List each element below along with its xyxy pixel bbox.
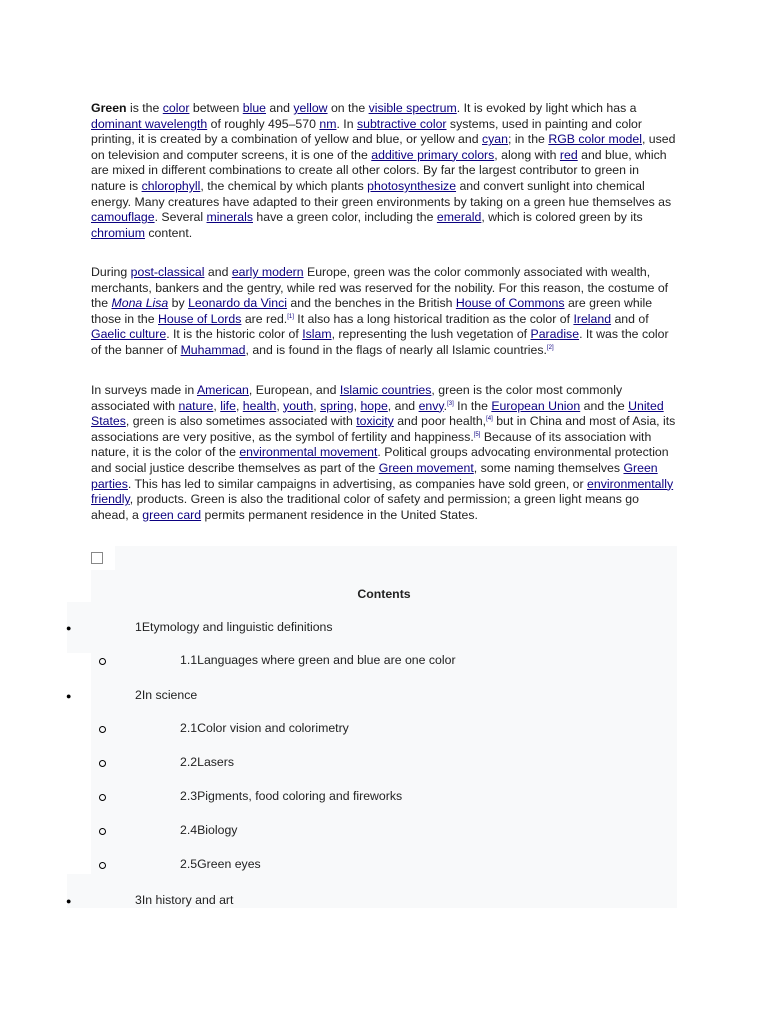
toc-label: Biology [197, 823, 238, 837]
link-american[interactable]: American [196, 383, 249, 397]
link-red[interactable]: red [559, 147, 578, 162]
link-visible-spectrum[interactable]: visible spectrum [368, 101, 457, 115]
text: , and [387, 398, 419, 413]
link-life[interactable]: life [220, 398, 236, 413]
circle-bullet-icon [99, 760, 106, 767]
text: and convert sunlight into chemical energy. Many creatures have adapted to their green environments by taking on a green hue themselves as [91, 178, 672, 209]
link-nature[interactable]: nature [178, 398, 214, 413]
link-camouflage[interactable]: camouflage [91, 210, 155, 225]
text: , [313, 398, 321, 413]
term-green: Green [91, 101, 127, 115]
text: and the benches in the British [287, 296, 456, 311]
citation-2[interactable]: [2] [546, 344, 554, 351]
text: and of [611, 311, 649, 326]
text: , [276, 398, 284, 413]
citation-5[interactable]: [5] [473, 431, 481, 438]
link-islam[interactable]: Islam [302, 327, 332, 342]
toc-label: Pigments, food coloring and fireworks [197, 789, 403, 803]
text: are red. [241, 311, 288, 326]
text: , [353, 398, 361, 413]
bullet-icon: ● [66, 623, 72, 633]
link-post-classical[interactable]: post-classical [130, 265, 205, 279]
link-health[interactable]: health [242, 398, 277, 413]
toc-number: 2.4 [180, 823, 198, 837]
link-european-union[interactable]: European Union [491, 398, 581, 413]
text: and [266, 101, 294, 115]
text: Europe, green was the color commonly associated with wealth, merchants, bankers and the gentry, while red was reserved for the nobility. For this reason, the costume of the [91, 265, 669, 311]
link-youth[interactable]: youth [283, 398, 314, 413]
link-color[interactable]: color [162, 101, 190, 115]
toc-number: 2 [135, 688, 142, 702]
toc-title: Contents [357, 587, 411, 601]
toc-item-2-3[interactable] [180, 789, 402, 803]
text: and blue, which are mixed in different combinations to create all other colors. By far the largest contributor to green in nature is [91, 147, 667, 193]
surveys-paragraph [91, 383, 677, 523]
text: permits permanent residence in the United States. [201, 507, 478, 522]
bullet-icon: ● [66, 896, 72, 906]
toc-label: In history and art [141, 893, 234, 907]
link-cyan[interactable]: cyan [482, 132, 508, 147]
text: and [204, 265, 232, 279]
text: , representing the lush vegetation of [331, 327, 531, 342]
toc-number: 2.5 [180, 857, 198, 871]
bullet-icon: ● [66, 691, 72, 701]
toc-number: 2.1 [180, 721, 198, 735]
text: , some naming themselves [473, 460, 624, 475]
link-blue[interactable]: blue [242, 101, 267, 115]
toc-label: Etymology and linguistic definitions [141, 620, 333, 634]
text: , along with [494, 147, 560, 162]
text: , European, and [248, 383, 340, 397]
link-nm[interactable]: nm [319, 116, 337, 131]
text: , green is also sometimes associated with [125, 414, 357, 429]
link-islamic-countries[interactable]: Islamic countries [339, 383, 432, 397]
toc-label: Lasers [197, 755, 235, 769]
link-dominant-wavelength[interactable]: dominant wavelength [91, 116, 208, 131]
link-environmentally-friendly[interactable]: environmentally friendly [91, 476, 674, 507]
intro-paragraph [91, 101, 677, 241]
link-united-states[interactable]: United States [91, 398, 664, 429]
link-green-movement[interactable]: Green movement [378, 460, 474, 475]
toc-number: 1 [135, 620, 142, 634]
link-photosynthesize[interactable]: photosynthesize [367, 178, 457, 193]
link-muhammad[interactable]: Muhammad [180, 342, 246, 357]
link-mona-lisa[interactable]: Mona Lisa [111, 296, 169, 311]
link-chlorophyll[interactable]: chlorophyll [141, 178, 201, 193]
text: on the [327, 101, 369, 115]
text: and the [580, 398, 629, 413]
link-green-card[interactable]: green card [142, 507, 202, 522]
text: ; in the [507, 132, 549, 147]
text: content. [144, 225, 193, 240]
toc-item-2-4[interactable] [180, 823, 237, 837]
history-paragraph [91, 265, 677, 359]
citation-4[interactable]: [4] [486, 416, 493, 423]
text: . Political groups advocating environmental protection and social justice describe themselves as part of the [91, 445, 669, 475]
toc-label: Languages where green and blue are one color [197, 653, 456, 667]
text: . In [336, 116, 357, 131]
text: It also has a long historical tradition as the color of [293, 311, 574, 326]
text: Because of its association with nature, it is the color of the [91, 429, 652, 460]
toc-number: 1.1 [180, 653, 198, 667]
link-ireland[interactable]: Ireland [573, 311, 612, 326]
toc-item-1[interactable] [135, 620, 333, 634]
circle-bullet-icon [99, 658, 106, 665]
text: . Several [154, 210, 207, 225]
link-hope[interactable]: hope [360, 398, 388, 413]
text: In the [453, 398, 492, 413]
text: . It was the color of the banner of [91, 327, 669, 357]
link-envy[interactable]: envy [418, 398, 444, 413]
link-house-of-lords[interactable]: House of Lords [158, 311, 242, 326]
link-yellow[interactable]: yellow [293, 101, 328, 115]
text: . [443, 398, 448, 413]
text: , the chemical by which plants [200, 178, 368, 193]
text: , [213, 398, 221, 413]
toc-number: 2.3 [180, 789, 198, 803]
toc-toggle-checkbox[interactable] [91, 552, 103, 564]
link-minerals[interactable]: minerals [206, 210, 253, 225]
circle-bullet-icon [99, 862, 106, 869]
text: and poor health, [393, 414, 487, 429]
link-paradise[interactable]: Paradise [530, 327, 580, 342]
link-subtractive-color[interactable]: subtractive color [356, 116, 447, 131]
link-emerald[interactable]: emerald [436, 210, 482, 225]
link-environmental-movement[interactable]: environmental movement [239, 445, 378, 460]
text: between [189, 101, 243, 115]
text: , products. Green is also the traditional color of safety and permission; a green light means go ahead, a [91, 492, 639, 522]
circle-bullet-icon [99, 726, 106, 733]
toc-number: 2.2 [180, 755, 198, 769]
text: systems, used in painting and color printing, it is created by a combination of yellow and blue, or yellow and [91, 116, 642, 147]
link-gaelic-culture[interactable]: Gaelic culture [91, 327, 167, 342]
toc-label: Green eyes [197, 857, 261, 871]
text: by [168, 296, 189, 311]
citation-1[interactable]: [1] [287, 313, 294, 320]
text: . This has led to similar campaigns in advertising, as companies have sold green, or [127, 476, 588, 491]
text: . It is evoked by light which has a [456, 101, 637, 115]
link-additive-primary-colors[interactable]: additive primary colors [371, 147, 495, 162]
text: , [235, 398, 243, 413]
text: . It is the historic color of [166, 327, 303, 342]
text: , used on television and computer screens, it is one of the [91, 132, 676, 162]
link-toxicity[interactable]: toxicity [356, 414, 394, 429]
toc-item-2-1[interactable] [180, 721, 349, 735]
toc-label: In science [141, 688, 198, 702]
text: In surveys made in [91, 383, 197, 397]
toc-item-1-1[interactable] [180, 653, 456, 667]
link-leonardo-da-vinci[interactable]: Leonardo da Vinci [188, 296, 288, 311]
link-chromium[interactable]: chromium [91, 225, 145, 240]
citation-3[interactable]: [3] [447, 400, 454, 407]
link-early-modern[interactable]: early modern [231, 265, 304, 279]
circle-bullet-icon [99, 794, 106, 801]
toc-item-2-5[interactable] [180, 857, 261, 871]
toc-item-2-2[interactable] [180, 755, 234, 769]
link-rgb-color-model[interactable]: RGB color model [548, 132, 642, 147]
circle-bullet-icon [99, 828, 106, 835]
text: of roughly 495–570 [207, 116, 320, 131]
link-house-of-commons[interactable]: House of Commons [455, 296, 565, 311]
toc-item-3[interactable] [135, 893, 233, 907]
toc-number: 3 [135, 893, 142, 907]
text: are green while those in the [91, 296, 653, 326]
text: During [91, 265, 131, 279]
link-green-parties[interactable]: Green parties [91, 460, 658, 491]
toc-label: Color vision and colorimetry [197, 721, 349, 735]
text: , and is found in the flags of nearly all Islamic countries. [245, 342, 547, 357]
text: , green is the color most commonly associated with [91, 383, 623, 413]
text: , which is colored green by its [481, 210, 643, 225]
text: is the [126, 101, 163, 115]
link-spring[interactable]: spring [320, 398, 354, 413]
text: have a green color, including the [253, 210, 437, 225]
text: but in China and most of Asia, its associations are very positive, as the symbol of fertility and happiness. [91, 414, 676, 444]
toc-item-2[interactable] [135, 688, 197, 702]
